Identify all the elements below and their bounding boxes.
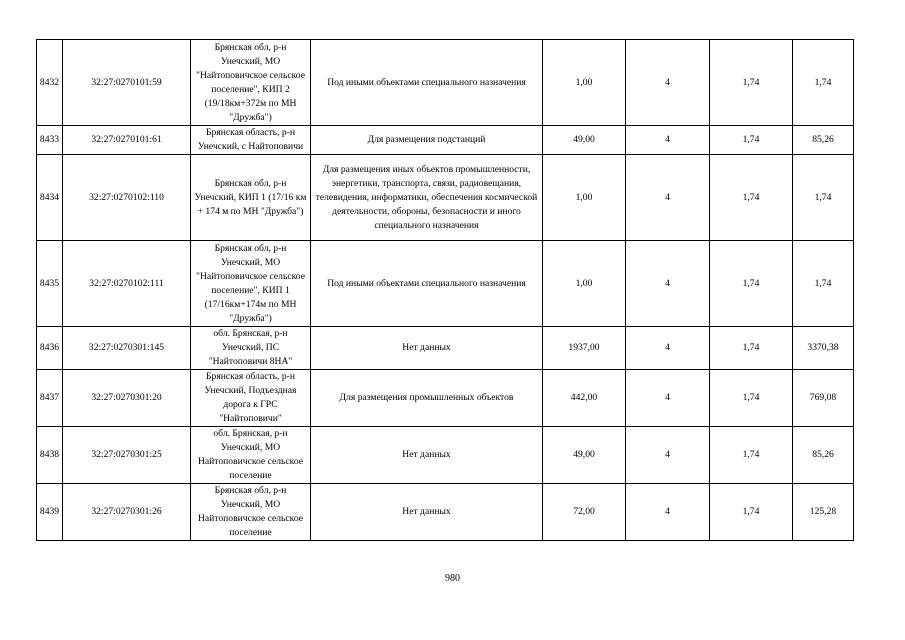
group-cell: 4 bbox=[626, 241, 710, 327]
row-number: 8436 bbox=[37, 327, 63, 370]
value-cell: 85,26 bbox=[793, 126, 854, 155]
cadastral-number: 32:27:0270301:145 bbox=[63, 327, 191, 370]
row-number: 8435 bbox=[37, 241, 63, 327]
table-row bbox=[37, 155, 854, 241]
purpose-cell: Для размещения промышленных объектов bbox=[311, 370, 543, 427]
area-cell: 49,00 bbox=[543, 126, 626, 155]
rate-cell: 1,74 bbox=[710, 241, 793, 327]
rate-cell: 1,74 bbox=[710, 126, 793, 155]
area-cell: 1,00 bbox=[543, 241, 626, 327]
row-number: 8432 bbox=[37, 40, 63, 126]
table-body bbox=[37, 40, 854, 541]
group-cell: 4 bbox=[626, 327, 710, 370]
purpose-cell: Под иными объектами специального назначения bbox=[311, 40, 543, 126]
purpose-cell: Нет данных bbox=[311, 484, 543, 541]
row-number: 8437 bbox=[37, 370, 63, 427]
purpose-cell: Нет данных bbox=[311, 427, 543, 484]
value-cell: 1,74 bbox=[793, 241, 854, 327]
rate-cell: 1,74 bbox=[710, 370, 793, 427]
address-cell: Брянская область, р-н Унечский, с Найтоповичи bbox=[191, 126, 311, 155]
area-cell: 49,00 bbox=[543, 427, 626, 484]
address-cell: Брянская обл, р-н Унечский, МО "Найтоповичское сельское поселение", КИП 2 (19/18км+372м по МН "Дружба") bbox=[191, 40, 311, 126]
cadastral-number: 32:27:0270101:61 bbox=[63, 126, 191, 155]
address-cell: Брянская обл, р-н Унечский, МО Найтоповичское сельское поселение bbox=[191, 484, 311, 541]
purpose-cell: Для размещения иных объектов промышленности, энергетики, транспорта, связи, радиовещания, телевидения, информатики, обеспечения космической деятельности, обороны, безопасности и иного специального назначения bbox=[311, 155, 543, 241]
group-cell: 4 bbox=[626, 126, 710, 155]
table-row bbox=[37, 327, 854, 370]
purpose-cell: Для размещения подстанций bbox=[311, 126, 543, 155]
table-row bbox=[37, 241, 854, 327]
address-cell: Брянская область, р-н Унечский, Подъездная дорога к ГРС "Найтоповичи" bbox=[191, 370, 311, 427]
value-cell: 769,08 bbox=[793, 370, 854, 427]
cadastral-number: 32:27:0270101:59 bbox=[63, 40, 191, 126]
page-number: 980 bbox=[445, 573, 460, 584]
cadastral-number: 32:27:0270301:20 bbox=[63, 370, 191, 427]
cadastral-number: 32:27:0270301:26 bbox=[63, 484, 191, 541]
group-cell: 4 bbox=[626, 427, 710, 484]
rate-cell: 1,74 bbox=[710, 327, 793, 370]
cadastral-number: 32:27:0270301:25 bbox=[63, 427, 191, 484]
row-number: 8434 bbox=[37, 155, 63, 241]
group-cell: 4 bbox=[626, 155, 710, 241]
cadastral-number: 32:27:0270102:110 bbox=[63, 155, 191, 241]
address-cell: Брянская обл, р-н Унечский, МО "Найтоповичское сельское поселение", КИП 1 (17/16км+174м по МН "Дружба") bbox=[191, 241, 311, 327]
address-cell: обл. Брянская, р-н Унечский, ПС "Найтоповичи 8НА" bbox=[191, 327, 311, 370]
value-cell: 125,28 bbox=[793, 484, 854, 541]
cadastral-number: 32:27:0270102:111 bbox=[63, 241, 191, 327]
value-cell: 1,74 bbox=[793, 155, 854, 241]
rate-cell: 1,74 bbox=[710, 427, 793, 484]
group-cell: 4 bbox=[626, 370, 710, 427]
group-cell: 4 bbox=[626, 484, 710, 541]
value-cell: 3370,38 bbox=[793, 327, 854, 370]
address-cell: Брянская обл, р-н Унечский, КИП 1 (17/16 км + 174 м по МН "Дружба") bbox=[191, 155, 311, 241]
area-cell: 1,00 bbox=[543, 155, 626, 241]
purpose-cell: Под иными объектами специального назначения bbox=[311, 241, 543, 327]
row-number: 8433 bbox=[37, 126, 63, 155]
area-cell: 1,00 bbox=[543, 40, 626, 126]
address-cell: обл. Брянская, р-н Унечский, МО Найтоповичское сельское поселение bbox=[191, 427, 311, 484]
table-row bbox=[37, 370, 854, 427]
table-row bbox=[37, 484, 854, 541]
rate-cell: 1,74 bbox=[710, 40, 793, 126]
purpose-cell: Нет данных bbox=[311, 327, 543, 370]
area-cell: 1937,00 bbox=[543, 327, 626, 370]
rate-cell: 1,74 bbox=[710, 155, 793, 241]
value-cell: 85,26 bbox=[793, 427, 854, 484]
rate-cell: 1,74 bbox=[710, 484, 793, 541]
area-cell: 442,00 bbox=[543, 370, 626, 427]
value-cell: 1,74 bbox=[793, 40, 854, 126]
group-cell: 4 bbox=[626, 40, 710, 126]
row-number: 8438 bbox=[37, 427, 63, 484]
table-row bbox=[37, 126, 854, 155]
row-number: 8439 bbox=[37, 484, 63, 541]
area-cell: 72,00 bbox=[543, 484, 626, 541]
table-row bbox=[37, 40, 854, 126]
cadastral-value-table bbox=[36, 39, 854, 541]
table-row bbox=[37, 427, 854, 484]
